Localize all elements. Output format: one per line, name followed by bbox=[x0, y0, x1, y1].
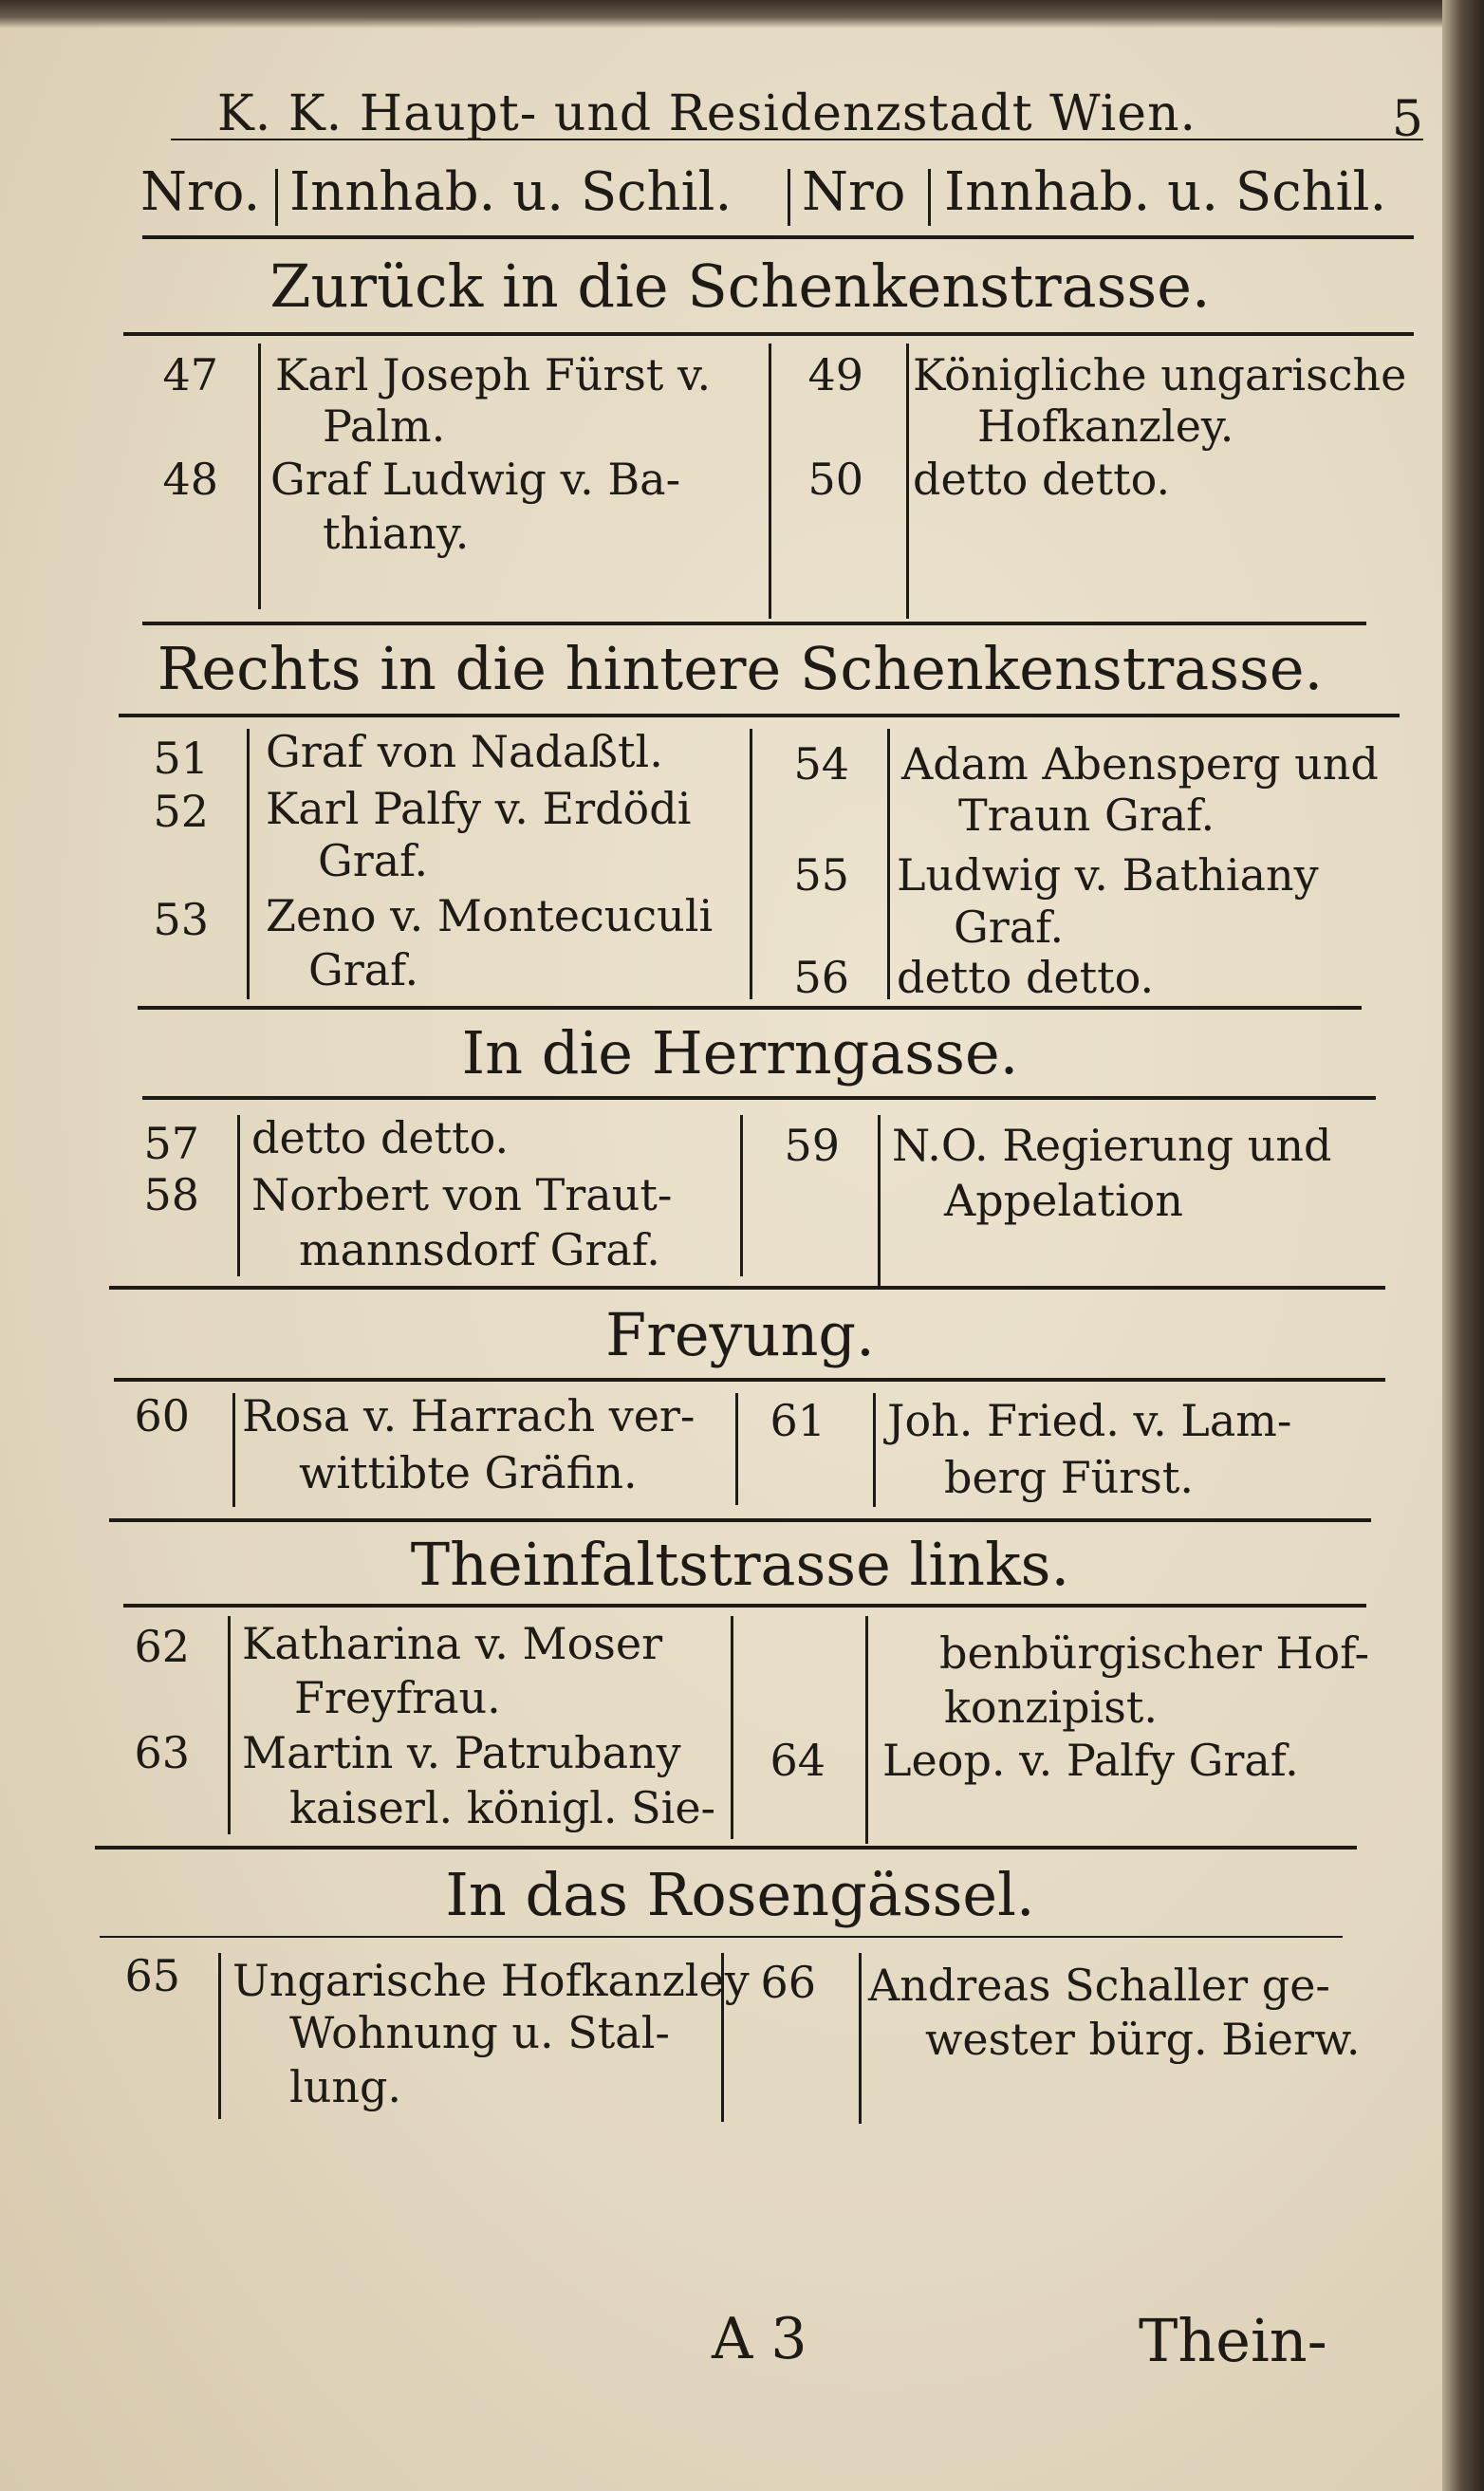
occupant-line: Adam Abensperg und bbox=[901, 738, 1379, 790]
occupant-line: benbürgischer Hof- bbox=[939, 1627, 1370, 1679]
house-number: 59 bbox=[784, 1120, 840, 1171]
occupant-line: detto detto. bbox=[913, 454, 1171, 505]
column-header-rule bbox=[142, 235, 1414, 239]
column-divider bbox=[887, 729, 890, 999]
house-number: 65 bbox=[124, 1950, 180, 2001]
house-number: 57 bbox=[143, 1118, 199, 1169]
house-number: 56 bbox=[793, 952, 849, 1003]
street-heading: Rechts in die hintere Schenkenstrasse. bbox=[157, 634, 1324, 703]
column-divider bbox=[218, 1953, 221, 2119]
occupant-line: wittibte Gräfin. bbox=[299, 1447, 638, 1498]
column-divider bbox=[731, 1616, 733, 1839]
column-divider bbox=[865, 1616, 868, 1844]
occupant-line: Karl Joseph Fürst v. bbox=[275, 349, 712, 400]
house-number: 48 bbox=[162, 454, 218, 505]
occupant-line: Karl Palfy v. Erdödi bbox=[266, 783, 692, 834]
house-number: 63 bbox=[134, 1727, 190, 1778]
occupant-line: Norbert von Traut- bbox=[251, 1169, 673, 1220]
house-number: 54 bbox=[793, 738, 849, 790]
column-header-nro-right: Nro bbox=[802, 161, 906, 223]
occupant-line: Graf Ludwig v. Ba- bbox=[270, 454, 681, 505]
section-rule bbox=[109, 1518, 1371, 1522]
occupant-line: Freyfrau. bbox=[294, 1672, 501, 1723]
occupant-line: detto detto. bbox=[897, 952, 1155, 1003]
signature-mark: A 3 bbox=[712, 2306, 807, 2372]
street-heading: Theinfaltstrasse links. bbox=[410, 1530, 1070, 1599]
occupant-line: Leop. v. Palfy Graf. bbox=[882, 1735, 1299, 1786]
occupant-line: Ludwig v. Bathiany bbox=[897, 849, 1319, 901]
occupant-line: Wohnung u. Stal- bbox=[289, 2007, 670, 2058]
occupant-line: berg Fürst. bbox=[944, 1452, 1194, 1503]
occupant-line: Andreas Schaller ge- bbox=[868, 1960, 1330, 2011]
occupant-line: konzipist. bbox=[944, 1682, 1159, 1733]
column-divider bbox=[740, 1115, 743, 1276]
house-number: 60 bbox=[134, 1390, 190, 1441]
occupant-line: mannsdorf Graf. bbox=[299, 1224, 660, 1275]
occupant-line: Joh. Fried. v. Lam- bbox=[887, 1395, 1292, 1446]
occupant-line: Rosa v. Harrach ver- bbox=[242, 1390, 696, 1441]
section-rule bbox=[123, 1604, 1366, 1608]
header-rule bbox=[171, 139, 1423, 140]
house-number: 66 bbox=[760, 1957, 816, 2008]
house-number: 62 bbox=[134, 1621, 190, 1672]
section-rule bbox=[142, 1096, 1376, 1100]
house-number: 58 bbox=[143, 1169, 199, 1220]
catchword: Thein- bbox=[1139, 2306, 1327, 2375]
page-top-edge bbox=[0, 0, 1484, 28]
section-rule bbox=[123, 332, 1414, 336]
column-header-divider bbox=[928, 169, 931, 226]
column-divider bbox=[878, 1115, 881, 1286]
column-divider bbox=[232, 1393, 235, 1507]
column-header-innhab-left: Innhab. u. Schil. bbox=[289, 161, 733, 223]
street-heading: Zurück in die Schenkenstrasse. bbox=[269, 251, 1211, 321]
section-rule bbox=[95, 1846, 1357, 1850]
column-header-divider bbox=[788, 169, 790, 226]
occupant-line: Graf. bbox=[318, 835, 429, 886]
column-header-nro-left: Nro. bbox=[140, 161, 261, 223]
house-number: 52 bbox=[153, 786, 209, 837]
occupant-line: Martin v. Patrubany bbox=[242, 1727, 681, 1778]
section-rule bbox=[109, 1286, 1385, 1290]
column-divider bbox=[228, 1616, 231, 1834]
section-rule bbox=[119, 714, 1400, 717]
section-rule bbox=[142, 622, 1366, 625]
column-divider bbox=[859, 1953, 862, 2124]
section-rule bbox=[138, 1006, 1362, 1010]
column-divider bbox=[750, 729, 752, 999]
house-number: 53 bbox=[153, 894, 209, 945]
occupant-line: Graf. bbox=[954, 902, 1065, 953]
occupant-line: Königliche ungarische bbox=[913, 349, 1407, 400]
house-number: 49 bbox=[807, 349, 863, 400]
occupant-line: Hofkanzley. bbox=[977, 400, 1234, 452]
occupant-line: Graf von Nadaßtl. bbox=[266, 726, 663, 777]
occupant-line: thiany. bbox=[323, 508, 470, 559]
house-number: 61 bbox=[770, 1395, 825, 1446]
house-number: 64 bbox=[770, 1735, 825, 1786]
occupant-line: Ungarische Hofkanzley bbox=[232, 1955, 750, 2006]
column-divider bbox=[735, 1393, 738, 1505]
house-number: 55 bbox=[793, 849, 849, 901]
street-heading: In die Herrngasse. bbox=[461, 1018, 1019, 1087]
occupant-line: Palm. bbox=[323, 400, 446, 452]
house-number: 50 bbox=[807, 454, 863, 505]
occupant-line: N.O. Regierung und bbox=[892, 1120, 1332, 1171]
occupant-line: lung. bbox=[289, 2061, 402, 2112]
house-number: 51 bbox=[153, 733, 209, 784]
occupant-line: Katharina v. Moser bbox=[242, 1618, 663, 1669]
column-divider bbox=[258, 344, 261, 609]
section-rule bbox=[100, 1936, 1343, 1938]
column-header-innhab-right: Innhab. u. Schil. bbox=[944, 161, 1387, 223]
column-divider bbox=[873, 1393, 876, 1507]
occupant-line: Graf. bbox=[308, 944, 419, 995]
occupant-line: Appelation bbox=[944, 1175, 1183, 1226]
street-heading: In das Rosengässel. bbox=[445, 1860, 1035, 1929]
column-divider bbox=[237, 1115, 240, 1276]
column-divider bbox=[906, 344, 909, 619]
page-right-edge bbox=[1442, 0, 1484, 2491]
occupant-line: Traun Graf. bbox=[958, 790, 1215, 841]
running-title: K. K. Haupt- und Residenzstadt Wien. bbox=[216, 85, 1197, 142]
occupant-line: detto detto. bbox=[251, 1112, 510, 1163]
column-divider bbox=[247, 729, 250, 999]
column-header-divider bbox=[275, 169, 278, 226]
occupant-line: wester bürg. Bierw. bbox=[925, 2014, 1361, 2065]
street-heading: Freyung. bbox=[605, 1300, 875, 1369]
occupant-line: Zeno v. Montecuculi bbox=[266, 890, 714, 941]
column-divider bbox=[721, 1953, 724, 2122]
column-divider bbox=[769, 344, 771, 619]
page-number: 5 bbox=[1391, 91, 1423, 148]
section-rule bbox=[114, 1378, 1385, 1382]
house-number: 47 bbox=[162, 349, 218, 400]
occupant-line: kaiserl. königl. Sie- bbox=[289, 1782, 716, 1833]
